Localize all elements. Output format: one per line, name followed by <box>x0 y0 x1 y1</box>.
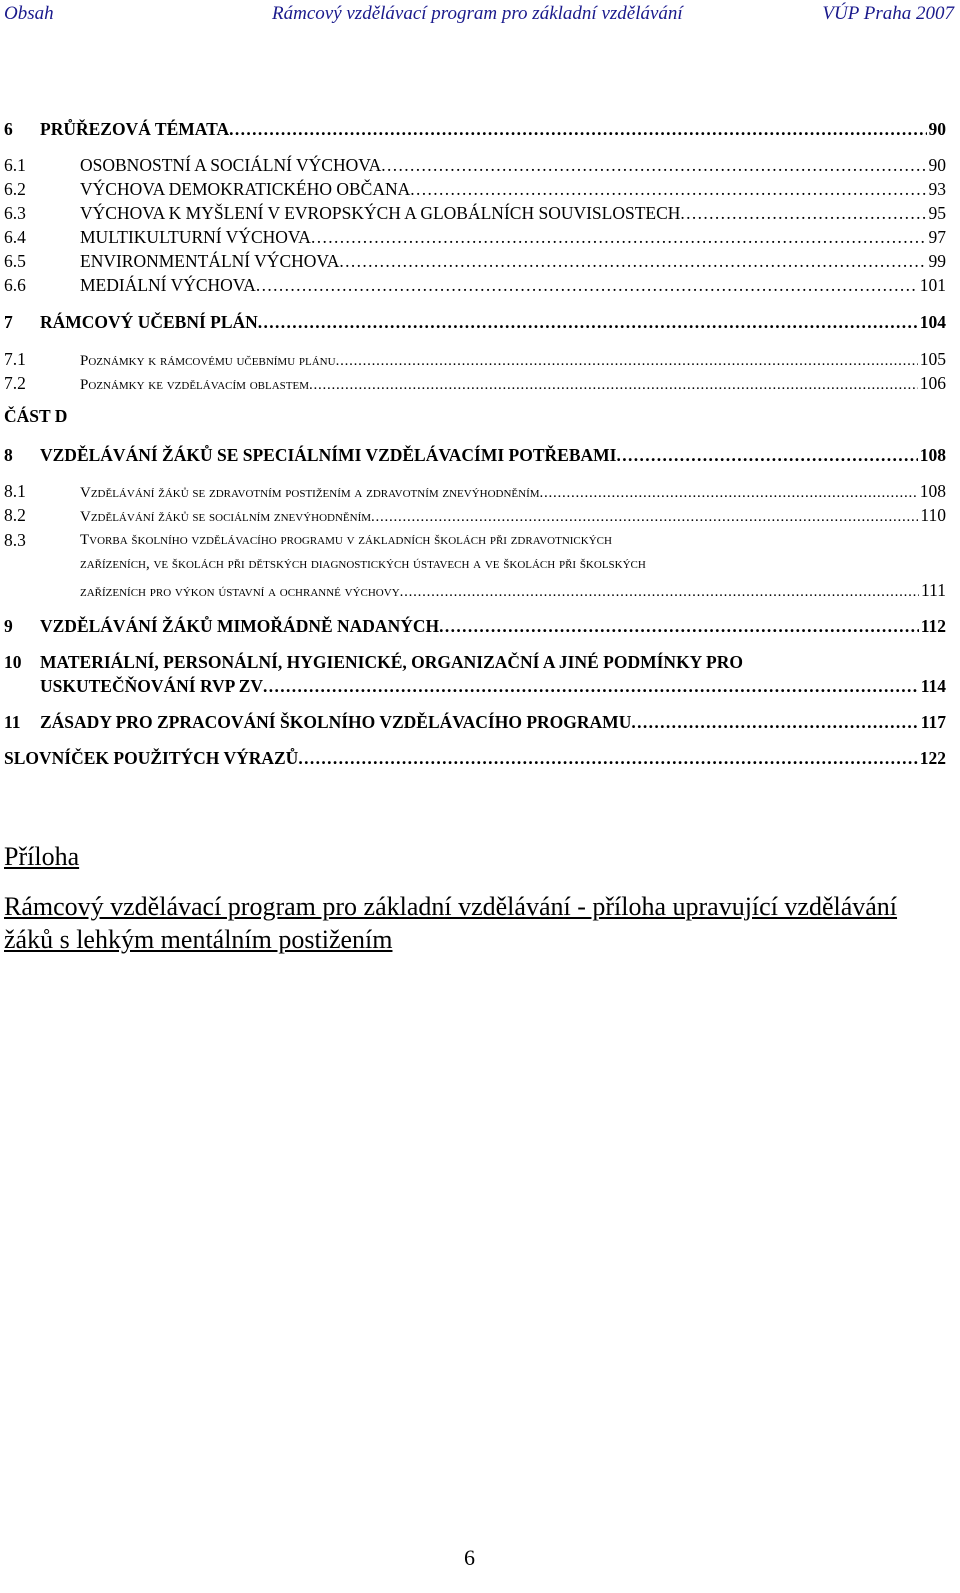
toc-title-line-1: MATERIÁLNÍ, PERSONÁLNÍ, HYGIENICKÉ, ORGANIZAČNÍ A JINÉ PODMÍNKY PRO <box>40 652 743 672</box>
toc-entry[interactable] <box>0 349 946 371</box>
toc-entry[interactable] <box>0 712 946 734</box>
toc-title: MEDIÁLNÍ VÝCHOVA <box>80 275 256 295</box>
toc-entry[interactable] <box>0 119 946 141</box>
toc-title: PRŮŘEZOVÁ TÉMATA <box>40 119 230 139</box>
toc-leader <box>631 712 918 733</box>
toc-entry[interactable] <box>0 445 946 467</box>
toc-leader <box>309 377 918 394</box>
toc-number: 11 <box>4 712 21 732</box>
toc-page: 112 <box>920 616 946 636</box>
toc-number: 6.3 <box>4 203 26 223</box>
toc-leader <box>258 312 918 333</box>
toc-leader <box>336 353 918 370</box>
toc-leader <box>229 119 926 140</box>
toc-entry[interactable] <box>0 616 946 638</box>
toc-leader <box>616 445 917 466</box>
toc-number: 8.1 <box>4 481 26 501</box>
appendix-label[interactable]: Příloha <box>4 842 80 871</box>
toc-leader <box>381 155 926 176</box>
toc-leader <box>298 748 917 769</box>
toc-title: Poznámky ke vzdělávacím oblastem <box>80 377 309 393</box>
toc-title: OSOBNOSTNÍ A SOCIÁLNÍ VÝCHOVA <box>80 155 382 175</box>
toc-leader <box>311 227 927 248</box>
toc-entry[interactable] <box>0 481 946 503</box>
header-left: Obsah <box>4 3 54 24</box>
toc-title: MULTIKULTURNÍ VÝCHOVA <box>80 227 311 247</box>
toc-number: 8 <box>4 445 13 465</box>
page-number: 6 <box>464 1545 475 1570</box>
toc-title-line-2: zařízeních, ve školách při dětských diagnostických ústavech a ve školách při školských <box>80 556 646 572</box>
toc-page: 110 <box>920 505 946 525</box>
toc-number: 8.2 <box>4 505 26 525</box>
toc-number: 6.1 <box>4 155 26 175</box>
toc-title: Poznámky k rámcovému učebnímu plánu <box>80 353 336 369</box>
toc-page: 95 <box>928 203 946 223</box>
toc-number: 6.4 <box>4 227 26 247</box>
toc-page: 105 <box>919 349 946 369</box>
appendix-title[interactable]: Rámcový vzdělávací program pro základní vzdělávání - příloha upravující vzdělávání žáků s lehkým mentálním postižením <box>4 892 898 954</box>
toc-page: 106 <box>919 373 946 393</box>
toc-page: 90 <box>928 119 946 139</box>
toc-entry[interactable] <box>0 312 946 334</box>
page-header <box>0 0 960 30</box>
toc-page: 108 <box>919 445 946 465</box>
toc-page: 101 <box>919 275 946 295</box>
toc-title: ENVIRONMENTÁLNÍ VÝCHOVA <box>80 251 340 271</box>
toc-title: Vzdělávání žáků se sociálním znevýhodněním <box>80 509 372 525</box>
toc-number: 7 <box>4 312 13 332</box>
toc-leader <box>540 485 918 502</box>
header-center: Rámcový vzdělávací program pro základní vzdělávání <box>272 3 683 24</box>
toc-leader <box>263 676 919 697</box>
toc-leader <box>371 509 918 526</box>
toc-page: 104 <box>919 312 946 332</box>
toc-title: VZDĚLÁVÁNÍ ŽÁKŮ SE SPECIÁLNÍMI VZDĚLÁVACÍMI POTŘEBAMI <box>40 445 617 465</box>
toc-page: 108 <box>919 481 946 501</box>
toc-number: 6.5 <box>4 251 26 271</box>
toc-title-line-2: USKUTEČŇOVÁNÍ RVP ZV <box>40 676 264 696</box>
toc-number: 8.3 <box>4 530 26 550</box>
toc-title: Vzdělávání žáků se zdravotním postižením a zdravotním znevýhodněním <box>80 485 540 501</box>
part-heading: ČÁST D <box>4 406 68 426</box>
toc-leader <box>410 179 926 200</box>
toc-entry[interactable] <box>0 203 946 225</box>
toc-number: 7.1 <box>4 349 26 369</box>
toc-leader <box>400 584 919 601</box>
toc-number: 6.2 <box>4 179 26 199</box>
toc-title: RÁMCOVÝ UČEBNÍ PLÁN <box>40 312 258 332</box>
toc-page: 111 <box>921 580 946 600</box>
toc-page: 93 <box>928 179 946 199</box>
toc-page: 90 <box>928 155 946 175</box>
toc-title: VÝCHOVA DEMOKRATICKÉHO OBČANA <box>80 179 411 199</box>
toc-leader <box>439 616 919 637</box>
toc-leader <box>680 203 926 224</box>
toc-page: 117 <box>920 712 946 732</box>
toc-number: 9 <box>4 616 13 636</box>
toc-title: ZÁSADY PRO ZPRACOVÁNÍ ŠKOLNÍHO VZDĚLÁVACÍHO PROGRAMU <box>40 712 632 732</box>
toc-page: 114 <box>920 676 946 696</box>
toc-page: 97 <box>928 227 946 247</box>
toc-entry[interactable] <box>0 155 946 177</box>
toc-title: SLOVNÍČEK POUŽITÝCH VÝRAZŮ <box>4 748 299 768</box>
toc-entry[interactable] <box>0 227 946 249</box>
toc-entry[interactable] <box>0 179 946 201</box>
toc-entry[interactable] <box>0 275 946 297</box>
toc-number: 6 <box>4 119 13 139</box>
toc-page: 99 <box>928 251 946 271</box>
header-right: VÚP Praha 2007 <box>822 3 954 24</box>
toc-entry[interactable] <box>0 748 946 770</box>
toc-title-line-3: zařízeních pro výkon ústavní a ochranné výchovy <box>80 584 400 600</box>
toc-entry[interactable] <box>0 251 946 273</box>
toc-title: VZDĚLÁVÁNÍ ŽÁKŮ MIMOŘÁDNĚ NADANÝCH <box>40 616 440 636</box>
toc-number: 6.6 <box>4 275 26 295</box>
toc-title: VÝCHOVA K MYŠLENÍ V EVROPSKÝCH A GLOBÁLNÍCH SOUVISLOSTECH <box>80 203 681 223</box>
toc-entry[interactable] <box>0 373 946 395</box>
toc-number: 10 <box>4 652 22 672</box>
toc-page: 122 <box>919 748 946 768</box>
toc-leader <box>339 251 926 272</box>
toc-number: 7.2 <box>4 373 26 393</box>
toc-title-line-1: Tvorba školního vzdělávacího programu v základních školách při zdravotnických <box>80 532 612 548</box>
toc-leader <box>256 275 918 296</box>
toc-entry[interactable] <box>0 505 946 527</box>
